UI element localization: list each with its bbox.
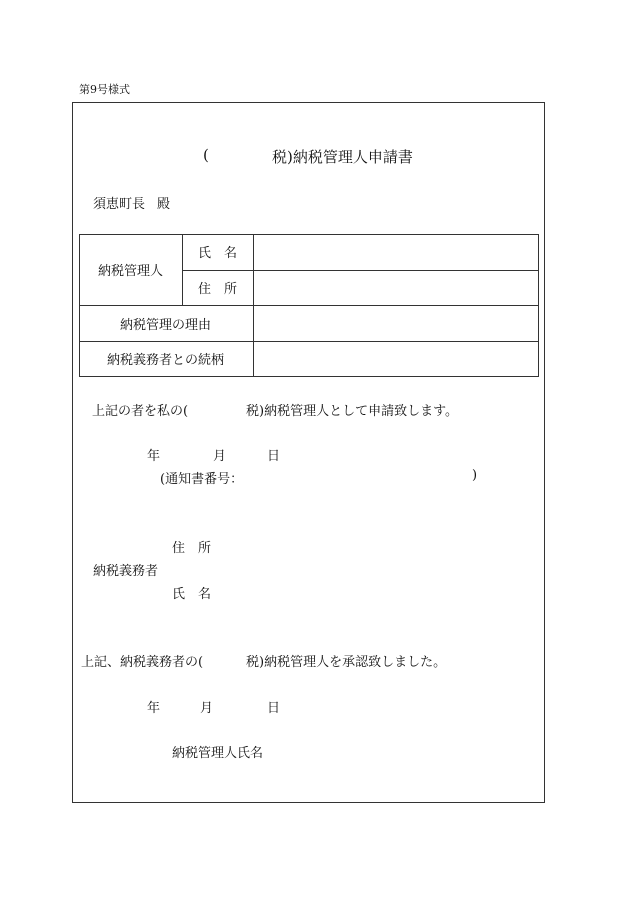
taxpayer-label: 納税義務者 xyxy=(93,564,159,579)
application-day-label: 日 xyxy=(267,449,281,464)
page-title: 税)納税管理人申請書 xyxy=(272,148,413,166)
agent-signature-label: 納税管理人氏名 xyxy=(172,746,264,761)
notice-number-label: (通知書番号： xyxy=(160,472,244,487)
relation-label: 納税義務者との続柄 xyxy=(107,353,225,368)
approval-year-label: 年 xyxy=(147,701,161,716)
table-divider xyxy=(80,341,538,342)
agent-name-label: 氏 名 xyxy=(198,246,238,261)
agent-row-header: 納税管理人 xyxy=(98,264,164,279)
approval-month-label: 月 xyxy=(200,701,214,716)
table-divider xyxy=(80,305,538,306)
notice-number-close: ) xyxy=(472,468,478,483)
application-statement-prefix: 上記の者を私の( xyxy=(92,404,189,419)
table-divider xyxy=(182,270,538,271)
approval-statement-prefix: 上記、納税義務者の( xyxy=(81,655,204,670)
taxpayer-address-label: 住 所 xyxy=(172,541,212,556)
approval-day-label: 日 xyxy=(267,701,281,716)
application-statement-suffix: 税)納税管理人として申請致します。 xyxy=(246,404,459,419)
agent-info-table xyxy=(79,234,539,377)
reason-label: 納税管理の理由 xyxy=(120,318,212,333)
addressee-honorific: 殿 xyxy=(157,197,171,212)
form-number: 第9号様式 xyxy=(79,83,130,96)
addressee-name: 須恵町長 xyxy=(93,197,146,212)
application-year-label: 年 xyxy=(147,449,161,464)
title-open-paren: ( xyxy=(203,146,209,164)
approval-statement-suffix: 税)納税管理人を承認致しました。 xyxy=(246,655,447,670)
agent-address-label: 住 所 xyxy=(198,282,238,297)
application-month-label: 月 xyxy=(213,449,227,464)
taxpayer-name-label: 氏 名 xyxy=(172,587,212,602)
